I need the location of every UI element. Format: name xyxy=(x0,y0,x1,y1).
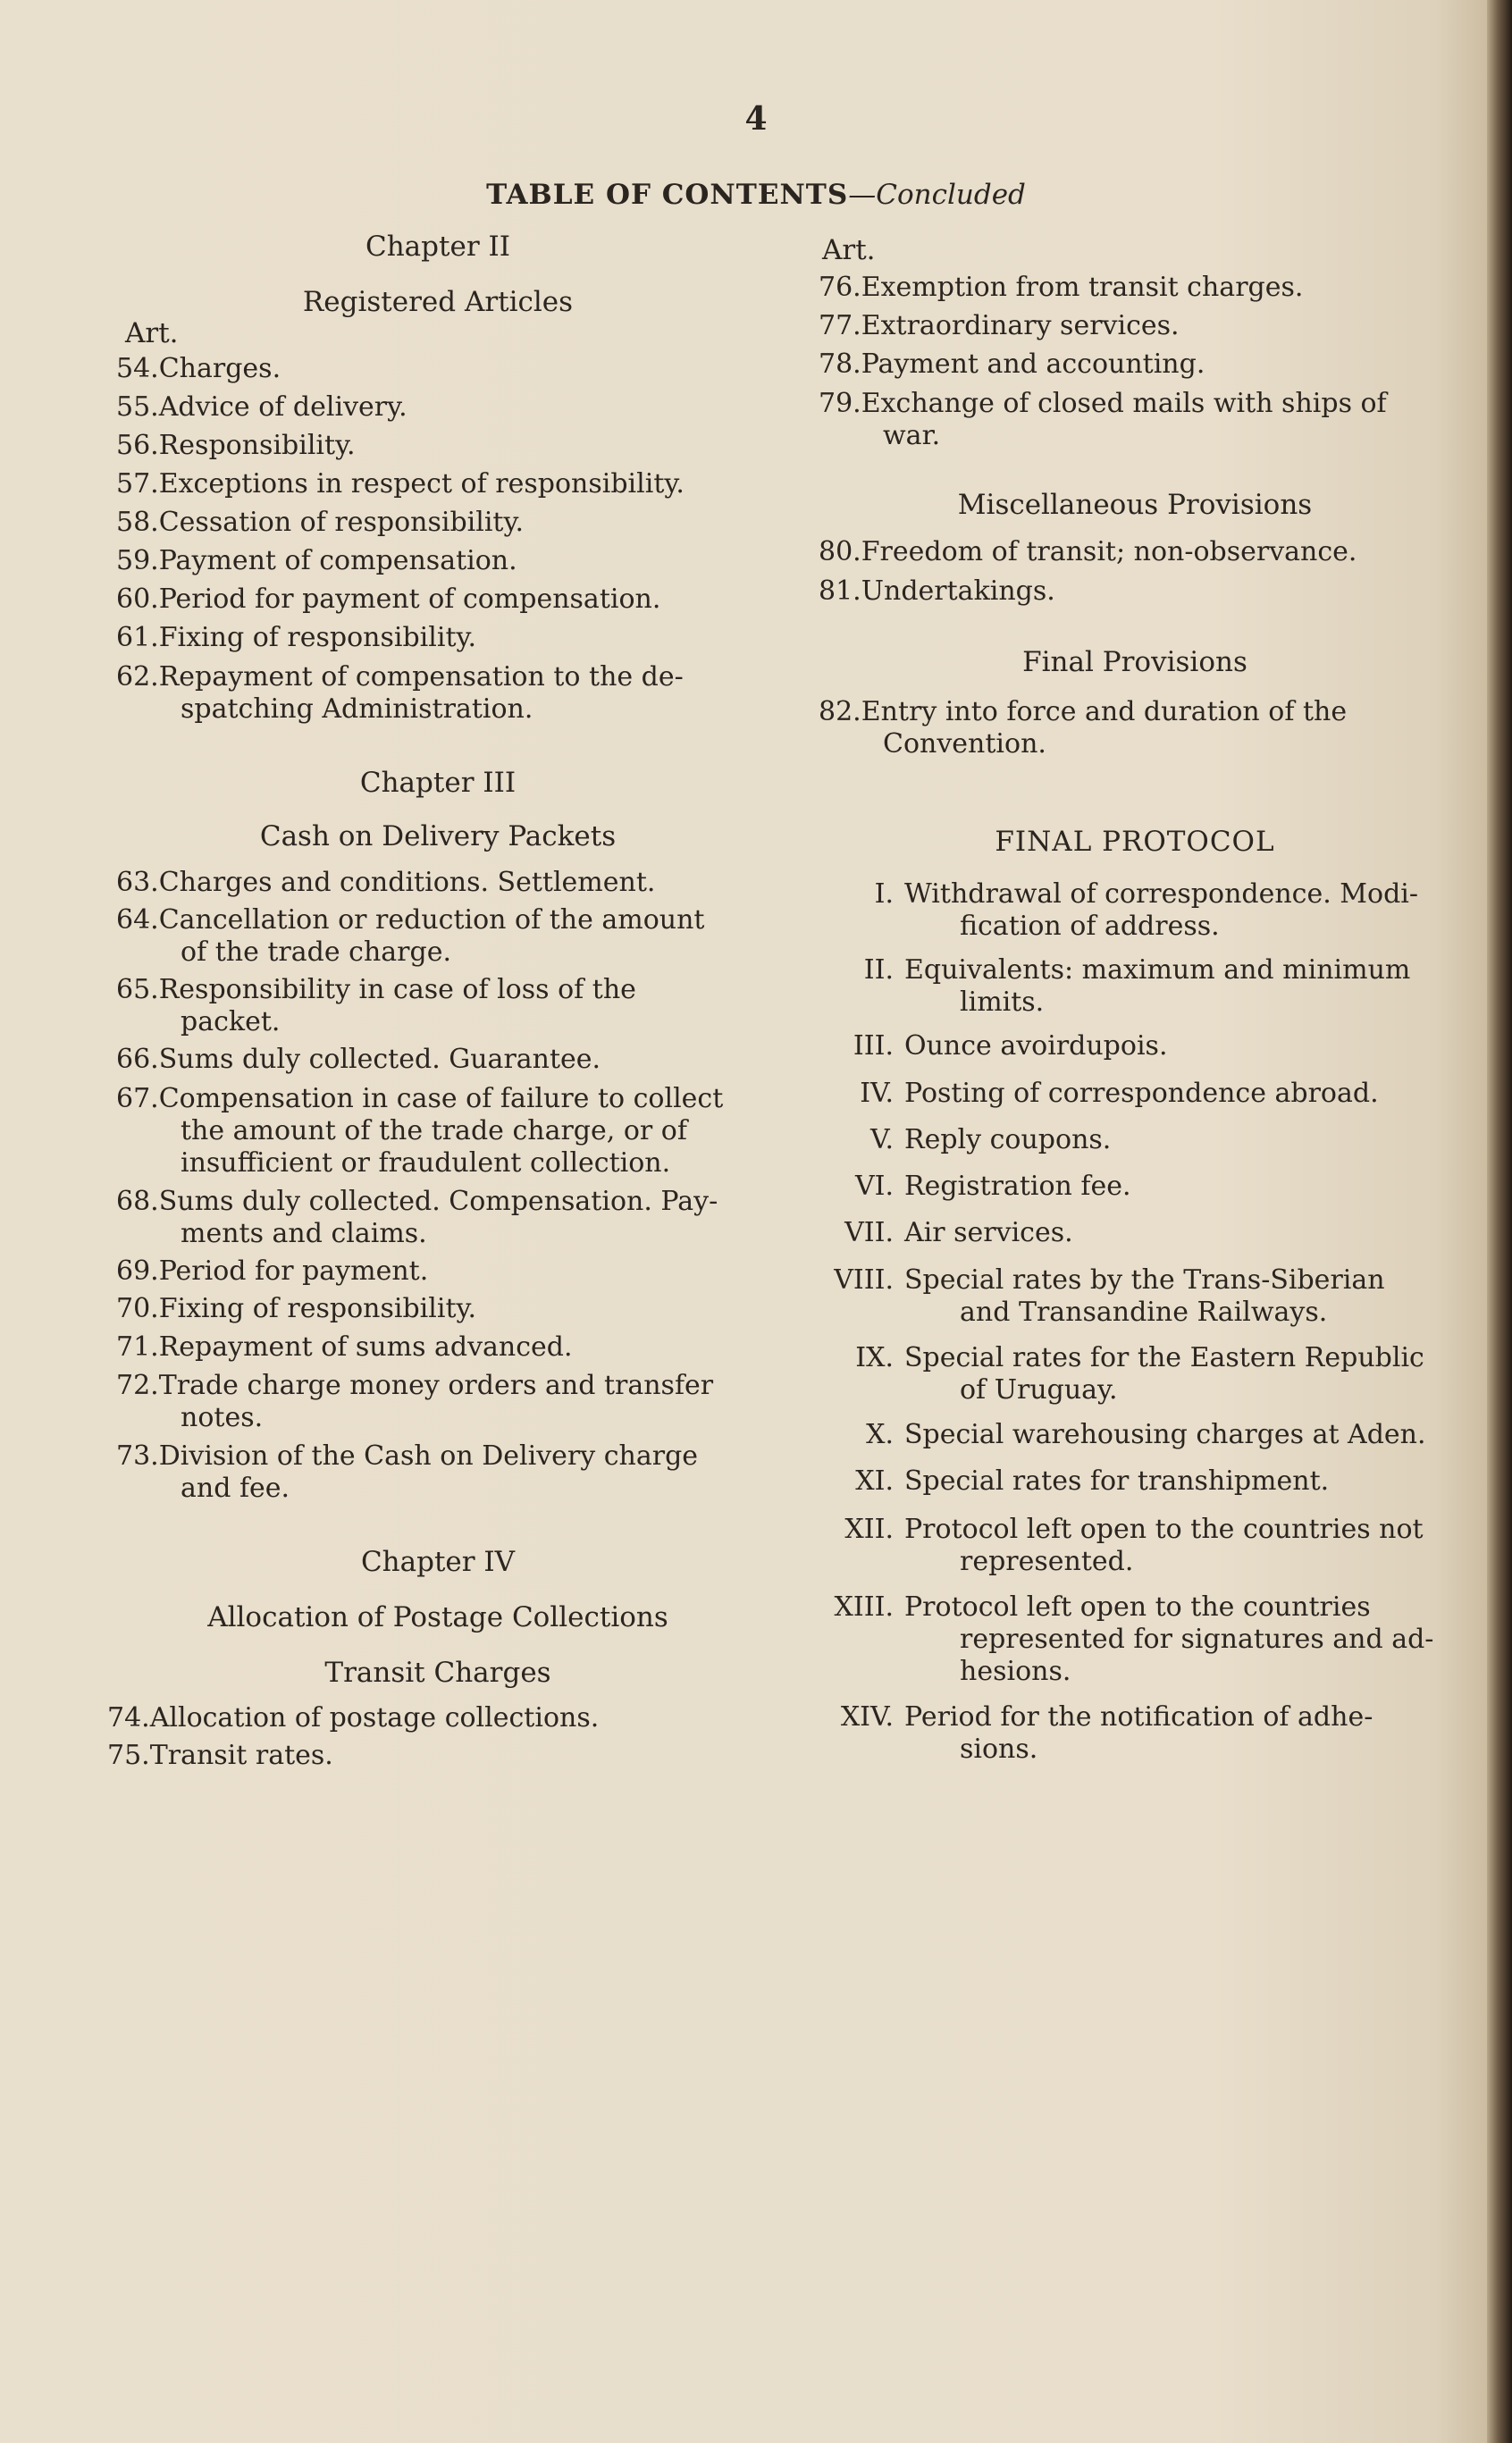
toc-entry xyxy=(819,575,1462,608)
entry-number: 82. xyxy=(819,696,861,727)
entry-number: 59. xyxy=(116,545,159,576)
entry-text: Period for payment of compensation. xyxy=(158,583,661,615)
toc-entry xyxy=(819,310,1462,342)
protocol-numeral: XII. xyxy=(844,1514,894,1545)
protocol-numeral: IX. xyxy=(855,1342,894,1373)
entry-text: Compensation in case of failure to collect xyxy=(158,1083,724,1114)
toc-entry xyxy=(819,348,1462,381)
toc-entry xyxy=(819,536,1462,568)
protocol-numeral: XIV. xyxy=(840,1701,894,1733)
entry-number: 81. xyxy=(819,575,861,607)
toc-entry xyxy=(107,1702,769,1734)
protocol-numeral: VII. xyxy=(844,1217,894,1248)
entry-continuation: Convention. xyxy=(883,728,1046,760)
entry-text: Division of the Cash on Delivery charge xyxy=(158,1440,699,1472)
entry-number: 55. xyxy=(116,391,159,423)
entry-text: Repayment of compensation to the de- xyxy=(158,661,684,693)
protocol-numeral: VI. xyxy=(854,1171,894,1202)
page-number: 4 xyxy=(744,100,768,138)
entry-number: 60. xyxy=(116,583,159,615)
entry-number: 63. xyxy=(116,867,159,898)
entry-number: 70. xyxy=(116,1293,159,1324)
entry-text: Payment and accounting. xyxy=(861,348,1205,380)
toc-entry xyxy=(819,696,1462,760)
protocol-text: Protocol left open to the countries not represented. xyxy=(904,1514,1458,1578)
art-label: Art. xyxy=(125,317,179,349)
entry-number: 64. xyxy=(116,904,159,936)
entry-continuation: spatching Administration. xyxy=(181,693,533,725)
entry-text: Charges and conditions. Settlement. xyxy=(158,867,656,898)
entry-text: Allocation of postage collections. xyxy=(149,1702,600,1734)
entry-number: 56. xyxy=(116,430,159,461)
toc-entry xyxy=(116,1083,777,1180)
entry-continuation: notes. xyxy=(181,1402,264,1433)
chapter-2-heading: Chapter II xyxy=(365,231,510,263)
entry-number: 73. xyxy=(116,1440,159,1472)
entry-continuation: insufficient or fraudulent collection. xyxy=(181,1147,671,1179)
toc-entry xyxy=(116,1293,777,1325)
entry-text: Charges. xyxy=(158,353,281,384)
entry-text: Responsibility in case of loss of the xyxy=(158,974,636,1005)
protocol-numeral: X. xyxy=(866,1419,894,1450)
toc-entry xyxy=(116,353,777,385)
misc-provisions-heading: Miscellaneous Provisions xyxy=(957,489,1313,521)
protocol-text: Protocol left open to the countries represented for signatures and ad- hesions. xyxy=(904,1591,1458,1688)
protocol-text: Special rates for transhipment. xyxy=(904,1465,1330,1497)
toc-entry xyxy=(116,661,777,726)
entry-text: Period for payment. xyxy=(158,1255,429,1287)
entry-number: 75. xyxy=(107,1740,150,1771)
toc-entry xyxy=(116,1186,777,1250)
entry-continuation: and fee. xyxy=(181,1473,290,1504)
entry-number: 79. xyxy=(819,388,861,419)
entry-number: 69. xyxy=(116,1255,159,1287)
chapter-2-subheading: Registered Articles xyxy=(302,286,574,318)
entry-text: Cessation of responsibility. xyxy=(158,507,524,538)
toc-entry xyxy=(116,545,777,577)
protocol-text: Special warehousing charges at Aden. xyxy=(904,1419,1426,1450)
toc-entry xyxy=(116,391,777,424)
entry-text: Sums duly collected. Guarantee. xyxy=(158,1044,601,1075)
entry-text: Sums duly collected. Compensation. Pay- xyxy=(158,1186,718,1217)
protocol-text: Special rates by the Trans-Siberian and Transandine Railways. xyxy=(904,1264,1458,1329)
toc-entry xyxy=(116,622,777,654)
protocol-numeral: VIII. xyxy=(834,1264,894,1296)
chapter-3-subheading: Cash on Delivery Packets xyxy=(259,820,617,852)
toc-entry xyxy=(107,1740,769,1772)
entry-number: 78. xyxy=(819,348,861,380)
protocol-numeral: III. xyxy=(853,1030,894,1062)
entry-text: Cancellation or reduction of the amount xyxy=(158,904,705,936)
entry-number: 65. xyxy=(116,974,159,1005)
protocol-continuation: represented. xyxy=(960,1546,1134,1577)
entry-continuation: the amount of the trade charge, or of xyxy=(181,1115,687,1146)
entry-text: Fixing of responsibility. xyxy=(158,622,477,653)
entry-number: 68. xyxy=(116,1186,159,1217)
toc-entry xyxy=(116,430,777,462)
entry-text: Repayment of sums advanced. xyxy=(158,1331,573,1363)
entry-text: Exceptions in respect of responsibility. xyxy=(158,468,685,500)
chapter-4-heading: Chapter IV xyxy=(360,1546,516,1578)
protocol-text: Air services. xyxy=(904,1217,1073,1248)
protocol-continuation: of Uruguay. xyxy=(960,1374,1118,1406)
entry-number: 58. xyxy=(116,507,159,538)
entry-number: 57. xyxy=(116,468,159,500)
entry-number: 80. xyxy=(819,536,861,567)
protocol-numeral: II. xyxy=(863,954,894,986)
protocol-continuation: limits. xyxy=(960,986,1045,1018)
entry-continuation: of the trade charge. xyxy=(181,936,451,968)
entry-number: 74. xyxy=(107,1702,150,1734)
entry-number: 61. xyxy=(116,622,159,653)
protocol-numeral: I. xyxy=(874,878,894,910)
entry-number: 71. xyxy=(116,1331,159,1363)
entry-number: 66. xyxy=(116,1044,159,1075)
entry-text: Responsibility. xyxy=(158,430,356,461)
chapter-4-subheading: Allocation of Postage Collections xyxy=(207,1601,668,1633)
toc-entry xyxy=(116,507,777,539)
entry-text: Freedom of transit; non-observance. xyxy=(861,536,1357,567)
entry-text: Advice of delivery. xyxy=(158,391,407,423)
toc-entry xyxy=(116,583,777,616)
entry-number: 77. xyxy=(819,310,861,341)
entry-text: Trade charge money orders and transfer xyxy=(158,1370,714,1401)
entry-number: 54. xyxy=(116,353,159,384)
protocol-numeral: XI. xyxy=(855,1465,894,1497)
entry-number: 72. xyxy=(116,1370,159,1401)
toc-entry xyxy=(819,388,1462,452)
entry-continuation: ments and claims. xyxy=(181,1218,427,1249)
protocol-continuation: fication of address. xyxy=(960,911,1220,942)
protocol-numeral: V. xyxy=(870,1124,894,1155)
entry-number: 76. xyxy=(819,272,861,303)
chapter-4-subheading-2: Transit Charges xyxy=(324,1657,551,1689)
book-spine-shadow xyxy=(1487,0,1512,2443)
protocol-text: Registration fee. xyxy=(904,1171,1131,1202)
protocol-continuation: and Transandine Railways. xyxy=(960,1297,1328,1328)
protocol-text: Equivalents: maximum and minimum limits. xyxy=(904,954,1458,1019)
protocol-text: Withdrawal of correspondence. Modi- fication of address. xyxy=(904,878,1458,943)
entry-number: 62. xyxy=(116,661,159,693)
toc-entry xyxy=(819,272,1462,304)
entry-continuation: war. xyxy=(883,420,941,451)
protocol-continuation: sions. xyxy=(960,1734,1038,1765)
toc-entry xyxy=(116,867,777,899)
entry-number: 67. xyxy=(116,1083,159,1114)
page-title xyxy=(0,179,1512,211)
protocol-text: Period for the notification of adhe- sions. xyxy=(904,1701,1458,1766)
protocol-text: Reply coupons. xyxy=(904,1124,1112,1155)
protocol-continuation: represented for signatures and ad- xyxy=(960,1624,1434,1655)
chapter-3-heading: Chapter III xyxy=(359,767,517,799)
toc-entry xyxy=(116,974,777,1038)
protocol-text: Ounce avoirdupois. xyxy=(904,1030,1168,1062)
protocol-text: Posting of correspondence abroad. xyxy=(904,1078,1379,1109)
toc-entry xyxy=(116,1255,777,1288)
protocol-text: Special rates for the Eastern Republic of Uruguay. xyxy=(904,1342,1458,1406)
entry-text: Exchange of closed mails with ships of xyxy=(861,388,1387,419)
final-protocol-heading: FINAL PROTOCOL xyxy=(995,826,1275,858)
toc-entry xyxy=(116,1440,777,1505)
entry-text: Transit rates. xyxy=(149,1740,333,1771)
title-suffix: —Concluded xyxy=(848,179,1026,211)
entry-text: Exemption from transit charges. xyxy=(861,272,1304,303)
entry-text: Payment of compensation. xyxy=(158,545,517,576)
final-provisions-heading: Final Provisions xyxy=(1022,646,1247,678)
toc-entry xyxy=(116,1044,777,1076)
toc-entry xyxy=(116,1331,777,1364)
protocol-continuation: hesions. xyxy=(960,1656,1071,1687)
entry-text: Undertakings. xyxy=(861,575,1055,607)
protocol-numeral: XIII. xyxy=(834,1591,894,1623)
entry-continuation: packet. xyxy=(181,1006,281,1037)
toc-entry xyxy=(116,1370,777,1434)
entry-text: Entry into force and duration of the xyxy=(861,696,1348,727)
title-main: TABLE OF CONTENTS xyxy=(486,179,849,211)
toc-entry xyxy=(116,468,777,500)
toc-entry xyxy=(116,904,777,969)
entry-text: Extraordinary services. xyxy=(861,310,1180,341)
art-label-right: Art. xyxy=(822,234,876,266)
protocol-numeral: IV. xyxy=(860,1078,894,1109)
entry-text: Fixing of responsibility. xyxy=(158,1293,477,1324)
